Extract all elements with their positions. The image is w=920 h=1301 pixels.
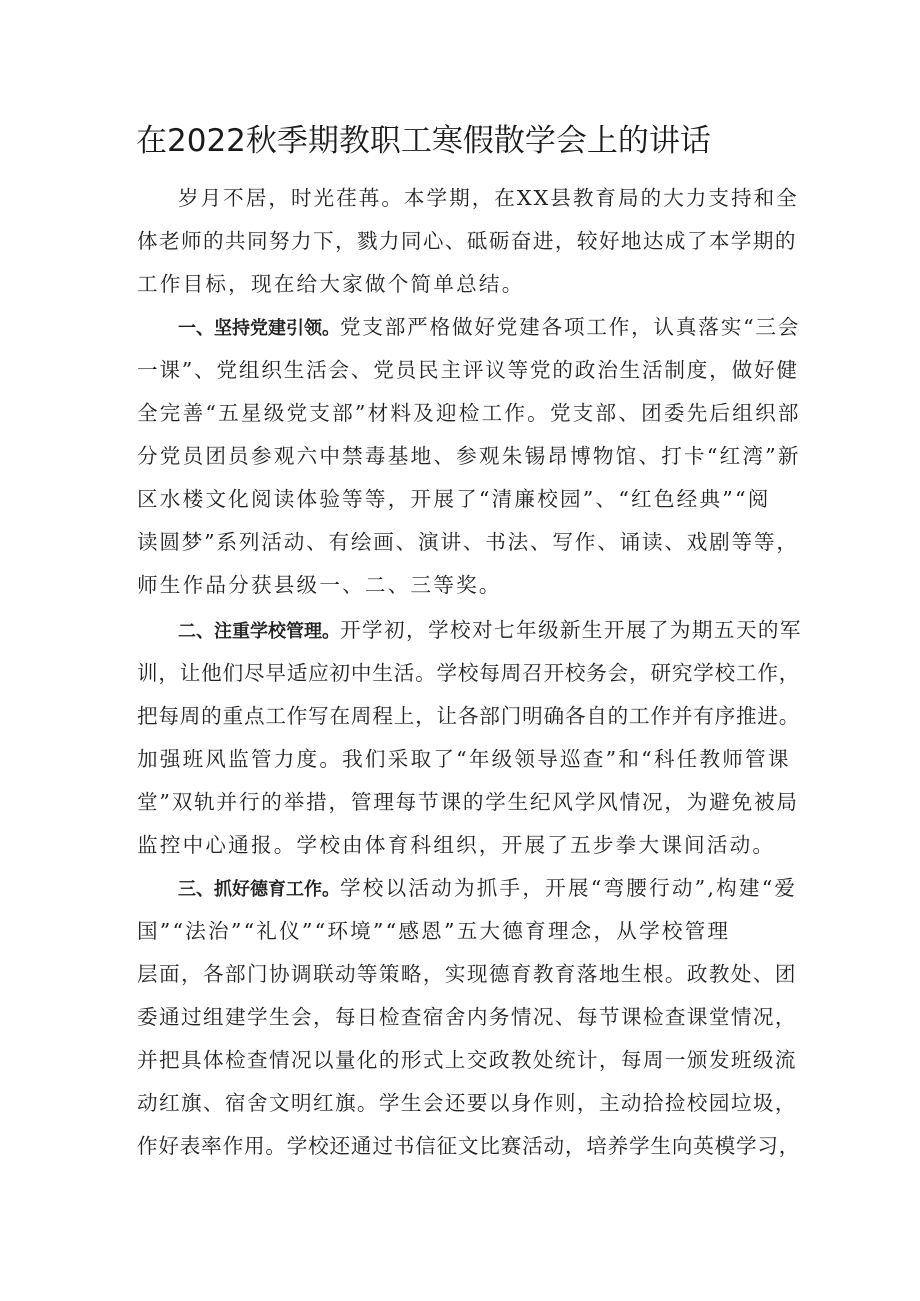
line-text: 开学初，学校对七年级新生开展了为期五天的军 — [340, 618, 802, 642]
line-text: 监控中心通报。学校由体育科组织，开展了五步拳大课间活动。 — [137, 833, 776, 857]
body-line — [137, 1132, 800, 1160]
body-line — [137, 917, 730, 945]
line-text: 国”“法治”“礼仪”“环境”“感恩”五大德育理念，从学校管理 — [137, 919, 731, 943]
body-line — [137, 788, 799, 816]
line-text: 并把具体检查情况以量化的形式上交政教处统计，每周一颁发班级流 — [137, 1048, 797, 1072]
body-line — [137, 571, 502, 599]
body-line — [178, 616, 802, 646]
document-title: 在2022秋季期教职工寒假散学会上的讲话 — [136, 123, 711, 159]
line-text: 委通过组建学生会，每日检查宿舍内务情况、每节课检查课堂情况， — [137, 1005, 797, 1029]
line-text: 加强班风监管力度。我们采取了“年级领导巡查”和“科任教师管课 — [137, 747, 791, 771]
body-line — [137, 270, 525, 298]
body-line — [137, 831, 775, 859]
body-line — [137, 485, 770, 513]
line-text: 学校以活动为抓手，开展“弯腰行动”,构建“爱 — [340, 876, 798, 900]
line-text: 体老师的共同努力下，戮力同心、砥砺奋进，较好地达成了本学期的 — [137, 229, 797, 253]
body-line — [137, 442, 801, 470]
body-line — [137, 1003, 797, 1031]
body-line — [137, 960, 797, 988]
body-line — [137, 227, 797, 255]
section-heading: 三、抓好德育工作。 — [178, 879, 340, 900]
line-text: 师生作品分获县级一、二、三等奖。 — [137, 573, 502, 597]
body-line — [137, 1046, 797, 1074]
body-line — [178, 184, 799, 212]
line-text: 训，让他们尽早适应初中生活。学校每周召开校务会，研究学校工作， — [137, 661, 801, 685]
line-text: 堂”双轨并行的举措，管理每节课的学生纪风学风情况，为避免被局 — [137, 790, 799, 814]
line-text: 动红旗、宿舍文明红旗。学生会还要以身作则，主动拾捡校园垃圾， — [137, 1091, 797, 1115]
body-line — [137, 399, 801, 427]
body-line — [137, 745, 791, 773]
body-line — [137, 356, 799, 384]
line-text: 层面，各部门协调联动等策略，实现德育教育落地生根。政教处、团 — [137, 962, 797, 986]
body-line — [137, 1089, 797, 1117]
body-line — [178, 313, 800, 343]
line-text: 一课”、党组织生活会、党员民主评议等党的政治生活制度，做好健 — [137, 358, 799, 382]
line-text: 作好表率作用。学校还通过书信征文比赛活动，培养学生向英模学习， — [137, 1134, 801, 1158]
line-text: 党支部严格做好党建各项工作，认真落实“三会 — [340, 315, 801, 339]
line-text: 岁月不居，时光荏苒。本学期，在XX县教育局的大力支持和全 — [178, 186, 799, 210]
body-line — [178, 874, 797, 904]
section-heading: 二、注重学校管理。 — [178, 621, 340, 642]
line-text: 工作目标，现在给大家做个简单总结。 — [137, 272, 525, 296]
body-line — [137, 702, 800, 730]
section-heading: 一、坚持党建引领。 — [178, 318, 340, 339]
line-text: 全完善“五星级党支部”材料及迎检工作。党支部、团委先后组织部 — [137, 401, 801, 425]
body-line — [137, 659, 800, 687]
line-text: 读圆梦”系列活动、有绘画、演讲、书法、写作、诵读、戏剧等等， — [137, 530, 799, 554]
line-text: 区水楼文化阅读体验等等，开展了“清廉校园”、“红色经典”“阅 — [137, 487, 771, 511]
line-text: 分党员团员参观六中禁毒基地、参观朱锡昂博物馆、打卡“红湾”新 — [137, 444, 801, 468]
body-line — [137, 528, 799, 556]
line-text: 把每周的重点工作写在周程上，让各部门明确各自的工作并有序推进。 — [137, 704, 801, 728]
